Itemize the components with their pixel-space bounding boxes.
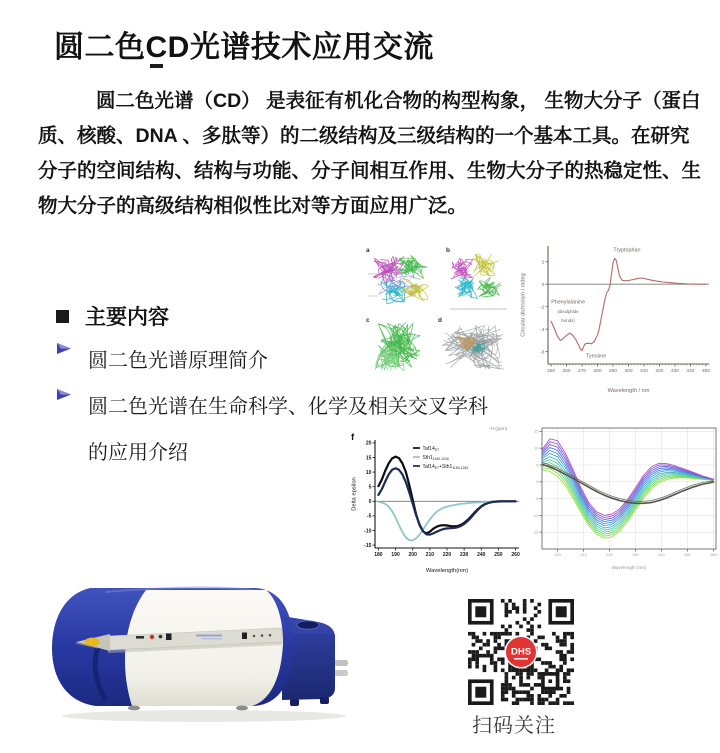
svg-text:Taf14ET: $Taf14_{ET}$ xyxy=(422,445,440,453)
svg-text:260: 260 xyxy=(710,553,717,557)
svg-text:a: a xyxy=(366,247,370,254)
svg-text:10: 10 xyxy=(365,469,372,476)
svg-text:10: 10 xyxy=(534,446,539,451)
svg-text:210: 210 xyxy=(580,553,587,557)
protein-structures-figure xyxy=(360,240,510,382)
svg-text:-15: -15 xyxy=(532,530,539,535)
svg-text:200: 200 xyxy=(408,552,417,559)
svg-text:b: b xyxy=(446,247,450,254)
svg-text:-2: -2 xyxy=(540,305,545,311)
svg-text:-5: -5 xyxy=(366,513,372,520)
svg-text:0: 0 xyxy=(541,282,545,288)
button xyxy=(166,634,172,641)
svg-text:220: 220 xyxy=(442,552,452,559)
brand-mark xyxy=(196,635,222,637)
svg-text:230: 230 xyxy=(632,553,639,557)
svg-text:200: 200 xyxy=(554,553,561,557)
svg-text:250: 250 xyxy=(494,552,503,559)
svg-text:270: 270 xyxy=(578,369,587,374)
svg-text:Wavelength (nm): Wavelength (nm) xyxy=(611,565,647,570)
button xyxy=(242,633,247,640)
svg-text:Phenylalanine: Phenylalanine xyxy=(551,299,586,306)
svg-text:-6: -6 xyxy=(540,350,545,356)
svg-text:d: d xyxy=(438,317,442,324)
svg-text:(disulphide: (disulphide xyxy=(557,308,579,314)
svg-text:220: 220 xyxy=(606,553,613,557)
instrument-shadow xyxy=(62,710,346,722)
svg-text:310: 310 xyxy=(639,369,648,374)
chart-canvas xyxy=(349,424,531,574)
svg-text:330: 330 xyxy=(670,369,679,374)
arrow-bullet-icon xyxy=(56,386,73,403)
chart-canvas xyxy=(518,234,720,394)
chart-canvas xyxy=(527,423,720,571)
agenda-item xyxy=(56,338,268,384)
qr-logo-text: DHS xyxy=(510,646,532,658)
svg-text:0: 0 xyxy=(536,480,539,485)
page-title: 圆二色CD光谱技术应用交流 xyxy=(54,31,434,64)
svg-text:300: 300 xyxy=(624,369,633,374)
arrow-bullet-icon xyxy=(56,340,73,357)
svg-text:260: 260 xyxy=(511,552,520,559)
taf14-cd-spectra-chart xyxy=(349,424,531,574)
svg-text:5: 5 xyxy=(368,484,372,491)
svg-text:Wavelength / nm: Wavelength / nm xyxy=(607,388,650,394)
svg-text:240: 240 xyxy=(477,552,486,559)
svg-text:Wavelength(nm): Wavelength(nm) xyxy=(425,568,469,574)
svg-text:-4: -4 xyxy=(540,327,545,333)
cd-spectrometer-illustration xyxy=(46,576,350,732)
rear-pipe-2 xyxy=(334,670,348,676)
svg-text:5: 5 xyxy=(536,463,539,468)
svg-text:Delta epsilon: Delta epsilon xyxy=(351,477,358,511)
svg-text:340: 340 xyxy=(686,369,695,374)
agenda-heading xyxy=(56,301,169,331)
square-bullet-icon xyxy=(56,310,69,323)
svg-text:2: 2 xyxy=(541,260,545,266)
svg-text:0: 0 xyxy=(368,499,372,506)
svg-text:230: 230 xyxy=(459,552,469,559)
svg-text:f: f xyxy=(351,432,355,443)
svg-text:Sth11160-1240: $Sth1_{1160-1240}$ xyxy=(422,454,449,462)
svg-text:Tryptophan: Tryptophan xyxy=(613,247,641,254)
agenda-item-text: 圆二色光谱原理简介 xyxy=(88,350,268,372)
svg-text:-5: -5 xyxy=(535,496,539,501)
svg-text:-15: -15 xyxy=(364,542,372,549)
intro-line: 分子的空间结构、结构与功能、分子间相互作用、生物大分子的热稳定性、生 xyxy=(38,160,702,182)
qr-code-canvas xyxy=(468,599,574,705)
qr-code xyxy=(468,599,574,705)
intro-paragraph xyxy=(38,84,708,224)
svg-text:-10: -10 xyxy=(364,528,372,535)
svg-text:-10: -10 xyxy=(532,513,539,518)
module-port xyxy=(297,621,319,629)
svg-text:250: 250 xyxy=(547,369,556,374)
qr-caption: 扫码关注 xyxy=(472,715,556,737)
intro-line: 圆二色光谱（CD） 是表征有机化合物的构型构象， 生物大分子（蛋白 xyxy=(96,90,701,112)
cd-spectrometer-photo xyxy=(46,576,350,732)
svg-text:350: 350 xyxy=(701,369,710,374)
title-underline-mark xyxy=(150,64,163,68)
switch xyxy=(136,636,144,639)
svg-text:¹H (ppm): ¹H (ppm) xyxy=(489,426,508,431)
svg-text:290: 290 xyxy=(609,369,618,374)
power-led xyxy=(150,635,154,639)
aromatic-cd-spectrum-chart xyxy=(518,234,720,394)
svg-text:Tyrosine: Tyrosine xyxy=(585,353,607,360)
svg-text:Taf14ET+Sth11160-1240: $Taf14_{ET}+Sth1_{1160-1240}$ xyxy=(422,463,469,471)
rear-pipe-1 xyxy=(334,660,348,666)
svg-text:c: c xyxy=(366,317,370,324)
svg-text:190: 190 xyxy=(391,552,400,559)
agenda-heading-label: 主要内容 xyxy=(85,306,169,329)
intro-line: 物大分子的高级结构相似性比对等方面应用广泛。 xyxy=(38,195,468,217)
svg-text:20: 20 xyxy=(365,440,372,447)
intro-line: 质、核酸、DNA 、多肽等）的二级结构及三级结构的一个基本工具。在研究 xyxy=(38,125,690,147)
svg-text:180: 180 xyxy=(374,552,383,559)
svg-text:260: 260 xyxy=(562,369,571,374)
svg-text:250: 250 xyxy=(684,553,691,557)
svg-text:240: 240 xyxy=(658,553,665,557)
agenda-item-text: 圆二色光谱在生命科学、化学及相关交叉学科 的应用介绍 xyxy=(88,396,488,464)
svg-text:210: 210 xyxy=(425,552,435,559)
svg-text:Circular dichroism / mdeg: Circular dichroism / mdeg xyxy=(520,273,527,337)
protein-panels-canvas xyxy=(360,240,510,382)
svg-text:320: 320 xyxy=(655,369,664,374)
svg-text:15: 15 xyxy=(365,455,372,462)
svg-text:bonds): bonds) xyxy=(561,317,575,323)
svg-text:280: 280 xyxy=(593,369,602,374)
thermal-melt-cd-chart xyxy=(527,423,720,571)
svg-text:15: 15 xyxy=(534,429,539,434)
